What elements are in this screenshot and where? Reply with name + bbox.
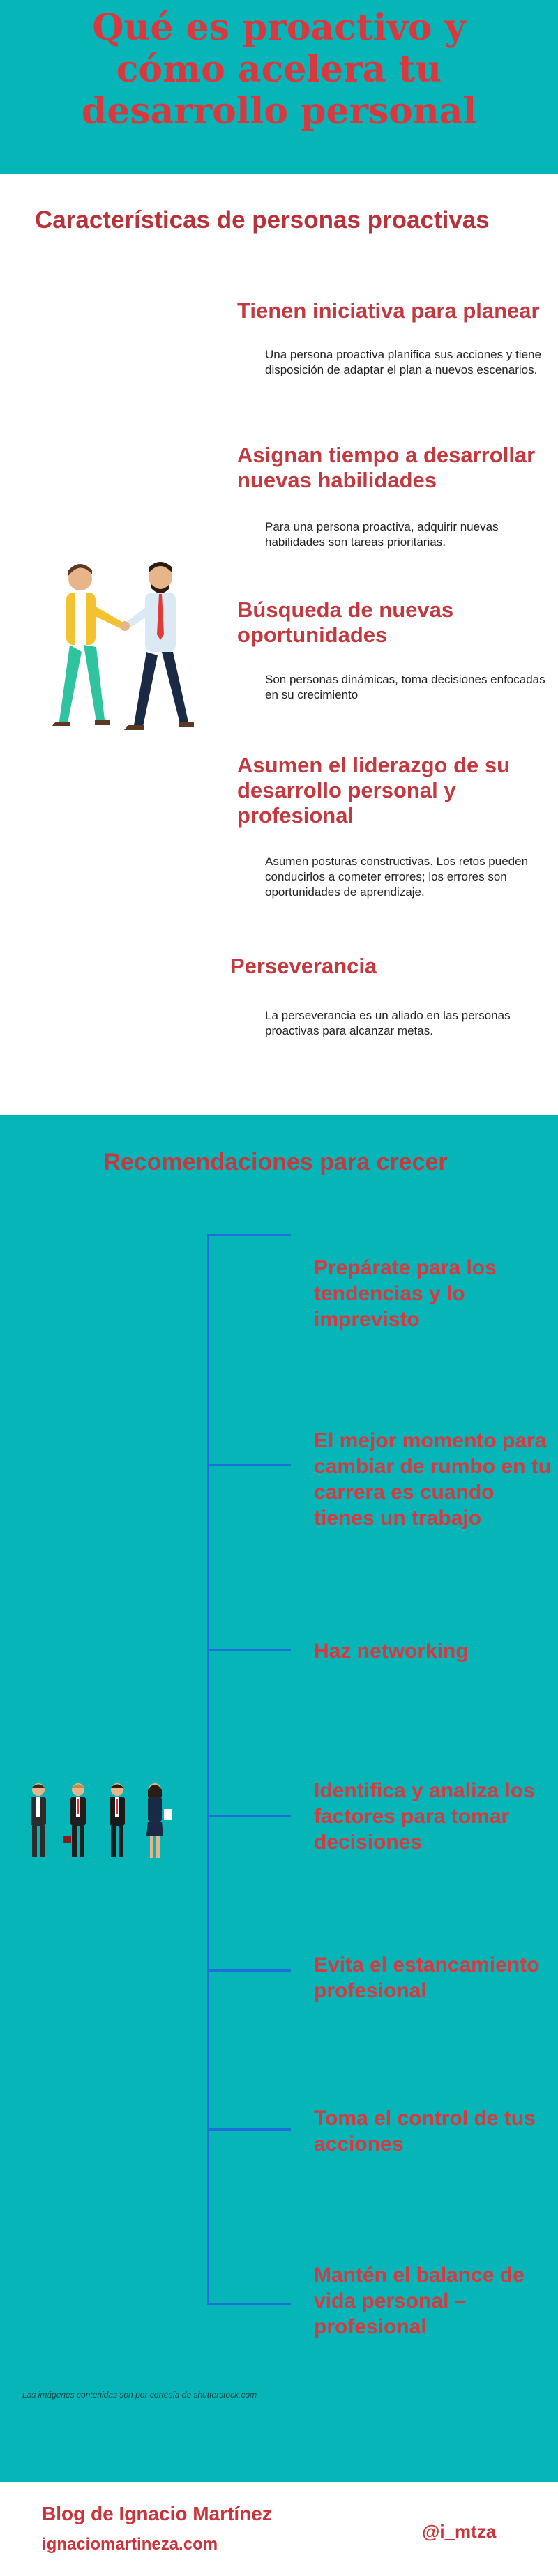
recommendation-item: El mejor momento para cambiar de rumbo en tu carrera es cuando tienes un trabajo xyxy=(314,1429,552,1530)
recommendation-item: Prepárate para los tendencias y lo imprevisto xyxy=(314,1256,497,1331)
trait-description: Asumen posturas constructivas. Los retos pueden conducirlos a cometer errores; los errores son oportunidades de aprendizaje. xyxy=(265,855,529,899)
trait-heading: Búsqueda de nuevas oportunidades xyxy=(237,597,454,647)
image-credit: Las imágenes contenidas son por cortesía de shutterstock.com xyxy=(22,2390,257,2400)
recommendation-item: Identifica y analiza los factores para tomar decisiones xyxy=(314,1779,535,1854)
timeline-branch xyxy=(207,1969,291,1972)
timeline-branch xyxy=(207,2303,291,2305)
trait-description: Para una persona proactiva, adquirir nuevas habilidades son tareas prioritarias. xyxy=(265,520,499,549)
business-people-illustration xyxy=(21,1781,174,1868)
timeline-branch xyxy=(207,1815,291,1817)
timeline-branch xyxy=(207,1234,291,1236)
page-title: Qué es proactivo y cómo acelera tu desarrollo personal xyxy=(81,6,477,132)
recommendations-title: Recomendaciones para crecer xyxy=(103,1149,448,1175)
recommendation-item: Mantén el balance de vida personal – profesional xyxy=(314,2264,525,2338)
trait-description: Son personas dinámicas, toma decisiones enfocadas en su crecimiento xyxy=(265,673,545,701)
handshake-illustration xyxy=(42,558,209,753)
blog-name: Blog de Ignacio Martínez xyxy=(42,2503,272,2524)
recommendation-item: Haz networking xyxy=(314,1640,469,1663)
timeline-line xyxy=(207,1234,209,2305)
trait-description: Una persona proactiva planifica sus acciones y tiene disposición de adaptar el plan a nuevos escenarios. xyxy=(265,348,541,376)
timeline-branch xyxy=(207,1464,291,1466)
recommendation-item: Toma el control de tus acciones xyxy=(314,2107,536,2156)
trait-heading: Perseverancia xyxy=(230,954,377,978)
recommendation-item: Evita el estancamiento profesional xyxy=(314,1953,540,2002)
trait-heading: Tienen iniciativa para planear xyxy=(237,298,540,323)
social-handle[interactable]: @i_mtza xyxy=(422,2521,497,2542)
timeline-branch xyxy=(207,2128,291,2131)
timeline-branch xyxy=(207,1649,291,1651)
trait-heading: Asumen el liderazgo de su desarrollo personal y profesional xyxy=(237,753,511,828)
blog-url-link[interactable]: ignaciomartineza.com xyxy=(42,2535,218,2554)
characteristics-title: Características de personas proactivas xyxy=(35,206,490,234)
trait-description: La perseverancia es un aliado en las personas proactivas para alcanzar metas. xyxy=(265,1009,511,1037)
trait-heading: Asignan tiempo a desarrollar nuevas habilidades xyxy=(237,443,536,492)
